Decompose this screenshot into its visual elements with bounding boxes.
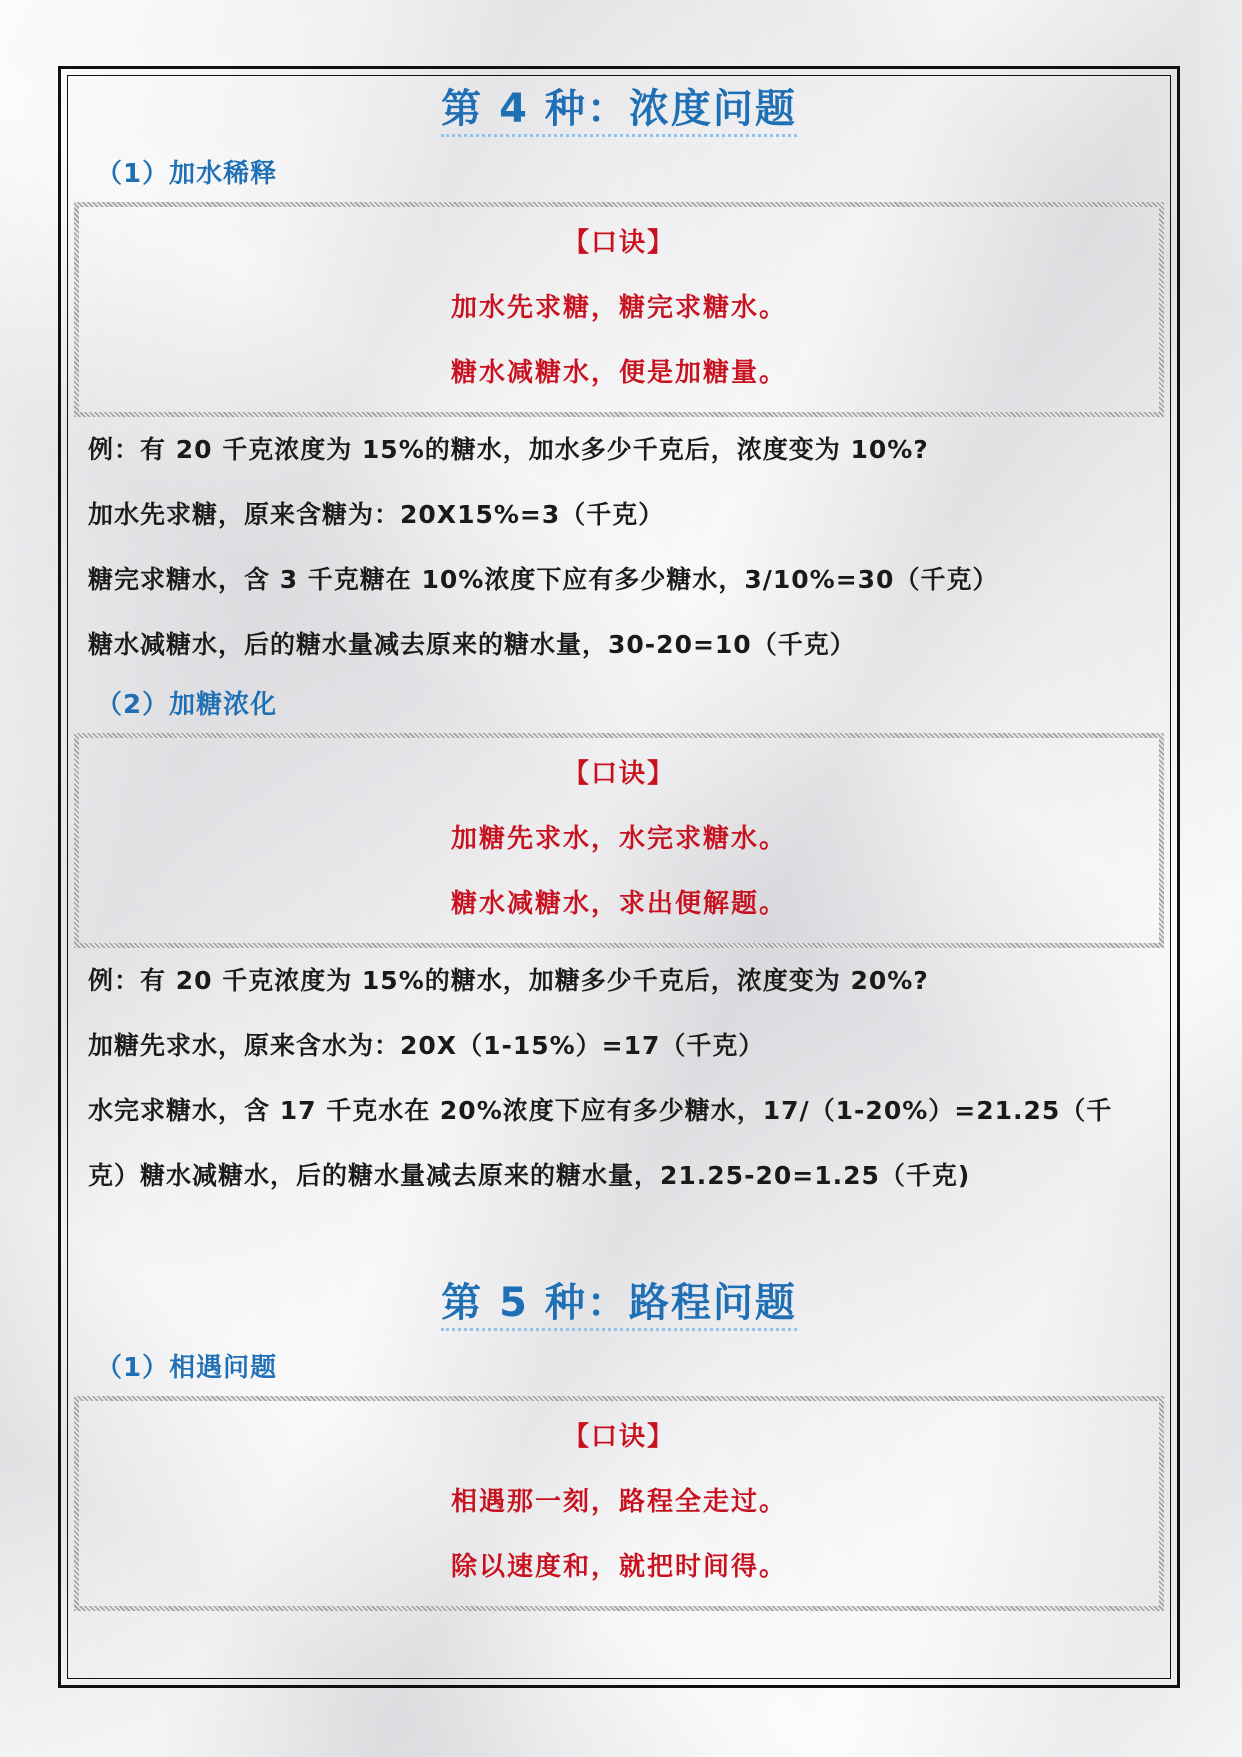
section-spacer [68,1208,1170,1266]
rhyme-line: 加糖先求水，水完求糖水。 [450,824,787,854]
section-title-concentration: 第 4 种：浓度问题 [68,72,1170,146]
example-question: 例：有 20 千克浓度为 15%的糖水，加糖多少千克后，浓度变为 20%? [88,966,929,995]
example-step: 加水先求糖，原来含糖为：20X15%=3（千克） [88,500,665,529]
rhyme-line: 除以速度和，就把时间得。 [450,1552,787,1582]
rhyme-label: 【口诀】 [562,1422,675,1452]
sub-title-meeting: （1）相遇问题 [96,1353,278,1383]
example-step: 糖水减糖水，后的糖水量减去原来的糖水量，30-20=10（千克） [88,630,856,659]
rhyme-label: 【口诀】 [562,228,675,258]
rhyme-line: 加水先求糖，糖完求糖水。 [450,293,787,323]
sub-title-add-water: （1）加水稀释 [96,159,278,189]
document-content [68,72,1170,1611]
rhyme-line: 相遇那一刻，路程全走过。 [450,1487,787,1517]
rhyme-line: 糖水减糖水，求出便解题。 [450,889,787,919]
example-step: 加糖先求水，原来含水为：20X（1-15%）=17（千克） [88,1031,765,1060]
example-step: 水完求糖水，含 17 千克水在 20%浓度下应有多少糖水，17/（1-20%）=21.25（千 [88,1096,1113,1125]
section-title-distance: 第 5 种：路程问题 [68,1266,1170,1340]
rhyme-label: 【口诀】 [562,759,675,789]
example-question: 例：有 20 千克浓度为 15%的糖水，加水多少千克后，浓度变为 10%? [88,435,929,464]
rhyme-line: 糖水减糖水，便是加糖量。 [450,358,787,388]
example-step: 糖完求糖水，含 3 千克糖在 10%浓度下应有多少糖水，3/10%=30（千克） [88,565,999,594]
sub-title-add-sugar: （2）加糖浓化 [96,690,278,720]
rhyme-box-add-water [74,202,1164,417]
rhyme-box-meeting [74,1396,1164,1611]
rhyme-box-add-sugar [74,733,1164,948]
example-step: 克）糖水减糖水，后的糖水量减去原来的糖水量，21.25-20=1.25（千克) [88,1161,971,1190]
